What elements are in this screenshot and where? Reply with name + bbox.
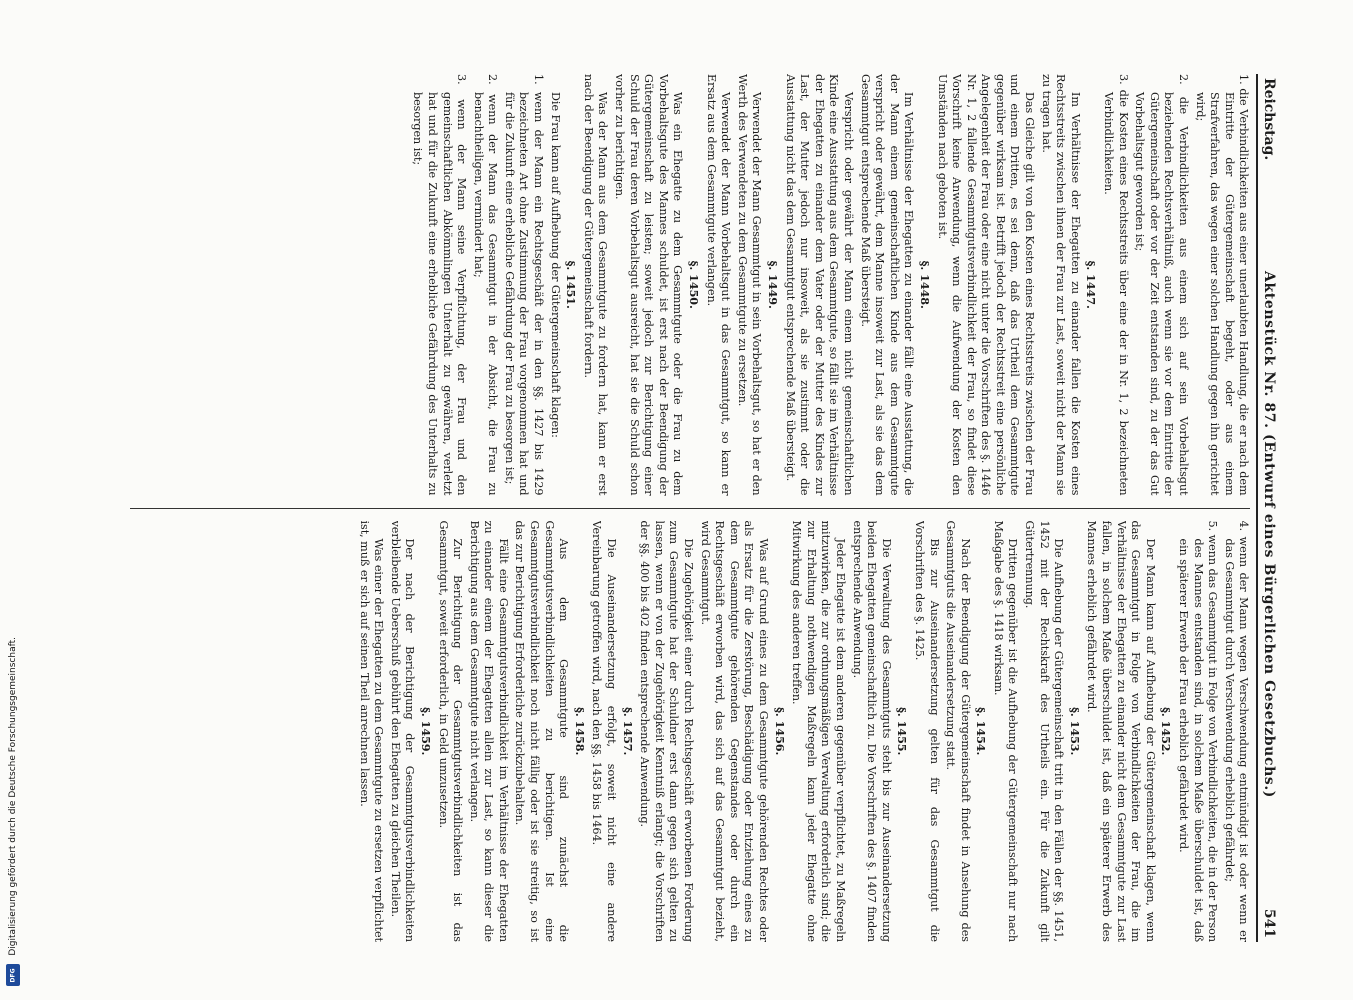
section-heading: §. 1450. [687,260,702,309]
paragraph: Der Mann kann auf Aufhebung der Gütergemeinschaft klagen, wenn das Gesammtgut in Folge von Verbindlichkeiten der Frau, die im Verhältnisse der Ehegatten zu einander nicht dem Gesammtgute zur Last fallen, in solchem Maße überschuldet ist, daß ein späterer Erwerb des Mannes erheblich gefährdet wird. [1085,520,1157,942]
list-item: 2. wenn der Mann das Gesammtgut in der Absicht, die Frau zu benachtheiligen, vermindert hat; [471,74,500,496]
right-column [130,521,1250,943]
paragraph: Die Frau kann auf Aufhebung der Gütergemeinschaft klagen: [548,92,562,438]
paragraph: Bis zur Auseinandersetzung gelten für das Gesammtgut die Vorschriften des §. 1425. [912,520,941,942]
list-item: 1. wenn der Mann ein Rechtsgeschäft der in den §§. 1427 bis 1429 bezeichneten Art ohne Zustimmung der Frau vorgenommen hat und für die Zukunft eine erhebliche Gefährdung der Frau zu besorgen ist; [502,74,546,496]
running-header [1256,74,1276,942]
funding-note: Digitalisierung gefördert durch die Deutsche Forschungsgemeinschaft. [8,637,18,956]
paragraph: Die Auseinandersetzung erfolgt, soweit nicht eine andere Vereinbarung getroffen wird, nach den §§. 1458 bis 1464. [590,520,619,942]
paragraph: Die Zugehörigkeit einer durch Rechtsgeschäft erworbenen Forderung zum Gesammtgute hat der Schuldner erst dann gegen sich gelten zu lassen, wenn er von der Zugehörigkeit Kenntniß erlangt; die Vorschriften der §§. 400 bis 402 finden entsprechende Anwendung. [638,520,696,942]
section-heading: §. 1458. [572,707,587,756]
list-item: 3. die Kosten eines Rechtsstreits über eine der in Nr. 1, 2 bezeichneten Verbindlichkeiten. [1102,74,1130,496]
paragraph: Was einer der Ehegatten zu dem Gesammtgute zu ersetzen verpflichtet ist, muß er sich auf seinen Theil anrechnen lassen. [357,520,386,942]
list-item: 2. die Verbindlichkeiten aus einem sich auf sein Vorbehaltsgut beziehenden Rechtsverhältniß, auch wenn sie vor dem Eintritte der Gütergemeinschaft oder vor der Zeit entstanden sind, zu der das Gut Vorbehaltsgut geworden ist; [1133,74,1191,496]
paragraph: Verwendet der Mann Gesammtgut in sein Vorbehaltsgut, so hat er den Werth des Verwendeten zu dem Gesammtgute zu ersetzen. [735,74,764,496]
paragraph: Fällt eine Gesammtgutsverbindlichkeit im Verhältnisse der Ehegatten zu einander einem der Ehegatten allein zur Last, so kann dieser die Berichtigung aus dem Gesammtgute nicht verlangen. [467,520,510,942]
paragraph: Dritten gegenüber ist die Aufhebung der Gütergemeinschaft nur nach Maßgabe des §. 1418 wirksam. [991,520,1020,942]
page-number: 541 [1261,908,1277,938]
paragraph: Verspricht oder gewährt der Mann einem nicht gemeinschaftlichen Kinde eine Ausstattung aus dem Gesammtgute, so fällt sie im Verhältnisse der Ehegatten zu einander dem Vater oder der Mutter des Kindes zur Last, der Mutter jedoch nur insoweit, als sie zustimmt oder die Ausstattung nicht das dem Gesammtgut entsprechende Maß übersteigt. [783,74,855,496]
paragraph: Was auf Grund eines zu dem Gesammtgute gehörenden Rechtes oder als Ersatz für die Zerstörung, Beschädigung oder Entziehung eines zu dem Gesammtgute gehörenden Gegenstandes oder durch ein Rechtsgeschäft erworben wird, das sich auf das Gesammtgut bezieht, wird Gesammtgut. [698,520,770,942]
paragraph: Jeder Ehegatte ist dem anderen gegenüber verpflichtet, zu Maßregeln mitzuwirken, die zur ordnungsmäßigen Verwaltung erforderlich sind; die zur Erhaltung nothwendigen Maßregeln kann jeder Ehegatte ohne Mitwirkung des anderen treffen. [790,520,847,942]
column-divider [130,508,1250,509]
section-heading: §. 1452. [1159,707,1174,756]
header-title: Aktenstück Nr. 87. (Entwurf eines Bürgerlichen Gesetzbuchs.) [1261,271,1277,799]
paragraph: Nach der Beendigung der Gütergemeinschaft findet in Ansehung des Gesammtguts die Auseinandersetzung statt. [944,520,972,942]
paragraph: Der nach der Berichtigung der Gesammtgutsverbindlichkeiten verbleibende Ueberschuß gebührt den Ehegatten zu gleichen Theilen. [388,520,417,942]
paragraph: Aus dem Gesammtgute sind zunächst die Gesammtgutsverbindlichkeiten zu berichtigen. Ist eine Gesammtgutsverbindlichkeit noch nicht fällig oder ist sie streitig, so ist das zur Berichtigung Erforderliche zurückzubehalten. [513,520,571,942]
funding-sidebar [0,0,26,1000]
section-heading: §. 1455. [895,707,910,756]
section-heading: §. 1457. [620,707,635,756]
rotated-page-content [96,74,1276,942]
paragraph: Verwendet der Mann Vorbehaltsgut in das Gesammtgut, so kann er Ersatz aus dem Gesammtgute verlangen. [704,74,733,496]
scanned-page [96,74,1276,942]
section-heading: §. 1449. [766,260,780,309]
section-heading: §. 1451. [564,260,579,309]
list-item: 5. wenn das Gesammtgut in Folge von Verbindlichkeiten, die in der Person des Mannes entstanden sind, in solchem Maße überschuldet ist, daß ein späterer Erwerb der Frau erheblich gefährdet wird. [1177,520,1220,942]
paragraph: Die Aufhebung der Gütergemeinschaft tritt in den Fällen der §§. 1451, 1452 mit der Rechtskraft des Urtheils ein. Für die Zukunft gilt Gütertrennung. [1023,520,1066,942]
left-column [130,74,1250,496]
text-columns [130,74,1250,942]
paragraph: Das Gleiche gilt von den Kosten eines Rechtsstreits zwischen der Frau und einem Dritten, es sei denn, daß das Urtheil dem Gesammtgute gegenüber wirksam ist. Betrifft jedoch der Rechtsstreit eine persönliche Angelegenheit der Frau oder eine nicht unter die Vorschriften des §. 1446 Nr. 1, 2 fallende Gesammtgutsverbindlichkeit der Frau, so findet diese Vorschrift keine Anwendung, wenn die Aufwendung der Kosten den Umständen nach geboten ist. [935,74,1037,496]
list-item: 4. wenn der Mann wegen Verschwendung entmündigt ist oder wenn er das Gesammtgut durch Verschwendung erheblich gefährdet; [1222,520,1251,942]
paragraph: Was der Mann aus dem Gesammtgute zu fordern hat, kann er erst nach der Beendigung der Gütergemeinschaft fordern. [581,74,610,496]
paragraph: Im Verhältnisse der Ehegatten zu einander fallen die Kosten eines Rechtsstreits zwischen ihnen der Frau zur Last, soweit nicht der Mann sie zu tragen hat. [1039,74,1082,496]
section-heading: §. 1459. [418,707,433,756]
dfg-logo-text: DFG [9,967,17,983]
list-item: 1. die Verbindlichkeiten aus einer unerlaubten Handlung, die er nach dem Eintritte der Gütergemeinschaft begeht, oder aus einem Strafverfahren, das wegen einer solchen Handlung gegen ihn gerichtet wird; [1193,74,1251,496]
section-heading: §. 1453. [1067,707,1082,756]
paragraph: Im Verhältnisse der Ehegatten zu einander fällt eine Ausstattung, die der Mann einem gemeinschaftlichen Kinde aus dem Gesammtgute verspricht oder gewährt, dem Manne insoweit zur Last, als sie das dem Gesammtgut entsprechende Maß übersteigt. [858,74,916,496]
section-heading: §. 1456. [772,707,787,756]
section-heading: §. 1454. [974,707,989,756]
header-left: Reichstag. [1261,78,1277,161]
list-item: 3. wenn der Mann seine Verpflichtung, der Frau und den gemeinschaftlichen Abkömmlingen Unterhalt zu gewähren, verletzt hat und für die Zukunft eine erhebliche Gefährdung des Unterhalts zu besorgen ist; [411,74,469,496]
section-heading: §. 1447. [1084,260,1099,309]
paragraph: Die Verwaltung des Gesammtguts steht bis zur Auseinandersetzung beiden Ehegatten gemeinschaftlich zu. Die Vorschriften des §. 1407 finden entsprechende Anwendung. [850,520,893,942]
dfg-logo-icon [6,964,20,986]
paragraph: Zur Berichtigung der Gesammtgutsverbindlichkeiten ist das Gesammtgut, soweit erforderlich, in Geld umzusetzen. [436,520,465,942]
section-heading: §. 1448. [917,260,932,309]
paragraph: Was ein Ehegatte zu dem Gesammtgute oder die Frau zu dem Vorbehaltsgute des Mannes schuldet, ist erst nach der Beendigung der Gütergemeinschaft zu leisten; soweit jedoch zur Berichtigung einer Schuld der Frau deren Vorbehaltsgut ausreicht, hat sie die Schuld schon vorher zu berichtigen. [613,74,685,496]
